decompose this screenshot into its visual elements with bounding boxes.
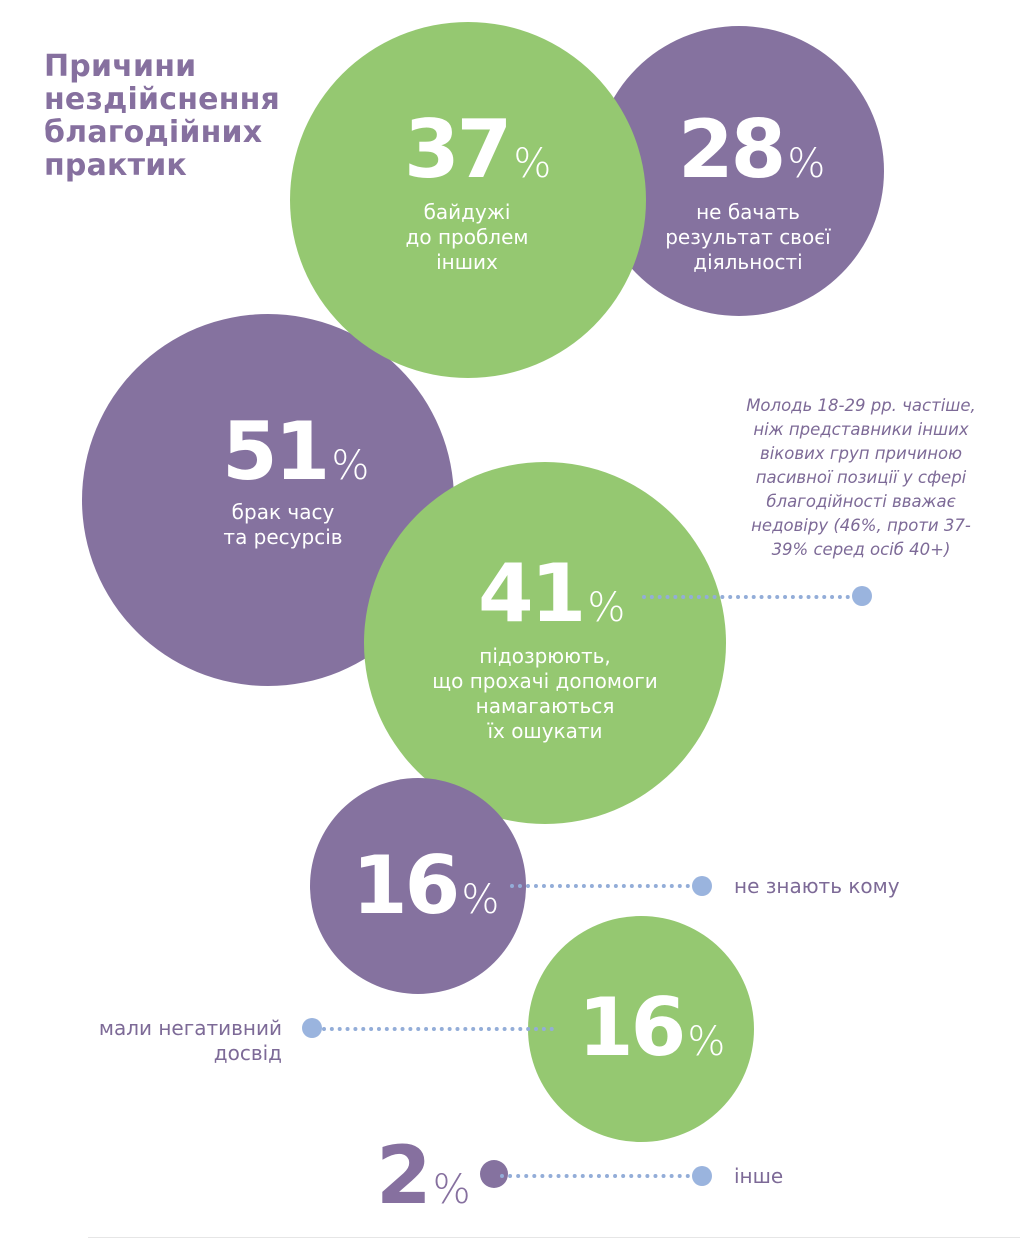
percent-sign: % — [513, 141, 552, 187]
percent-sign: % — [331, 443, 370, 489]
title-line: благодійних — [44, 115, 263, 150]
percent-sign: % — [461, 877, 500, 923]
title-line: практик — [44, 148, 187, 183]
percent-sign: % — [432, 1167, 471, 1213]
value-number: 2 — [376, 1129, 429, 1222]
label-line: досвід — [213, 1041, 282, 1065]
label-line: не бачать — [696, 200, 800, 224]
label-line: що прохачі допомоги — [432, 669, 658, 693]
value-number: 28 — [678, 103, 784, 196]
value-label — [376, 1129, 471, 1222]
value-label — [478, 547, 626, 640]
connector-line — [642, 595, 850, 599]
value-label — [578, 981, 726, 1074]
category-label — [400, 644, 690, 744]
label-line: мали негативний — [98, 1016, 282, 1040]
bottom-rule — [88, 1237, 1020, 1238]
connector-line — [500, 1174, 690, 1178]
label-line: намагаються — [475, 694, 615, 718]
percent-sign: % — [787, 141, 826, 187]
label-line: брак часу — [231, 500, 335, 524]
category-label — [60, 1016, 282, 1066]
category-label — [630, 200, 866, 275]
connector-dot — [692, 876, 712, 896]
bubble-suspect-fraud — [364, 462, 726, 824]
note-line: недовіру (46%, проти 37- — [751, 516, 971, 535]
value-number: 37 — [404, 103, 510, 196]
label-line: діяльності — [693, 250, 803, 274]
value-label — [352, 839, 500, 932]
label-line: результат своєї — [665, 225, 831, 249]
connector-dot — [692, 1166, 712, 1186]
category-label — [352, 200, 582, 275]
category-label — [734, 1164, 783, 1189]
percent-sign: % — [687, 1019, 726, 1065]
note-line: вікових груп причиною — [760, 444, 962, 463]
label-line: підозрюють, — [479, 644, 611, 668]
label-line: до проблем — [405, 225, 529, 249]
percent-sign: % — [587, 585, 626, 631]
label-line: інше — [734, 1164, 784, 1188]
note-line: Молодь 18-29 рр. частіше, — [746, 396, 976, 415]
value-number: 41 — [478, 547, 584, 640]
label-line: інших — [436, 250, 498, 274]
note-line: благодійності вважає — [766, 492, 956, 511]
connector-line — [322, 1027, 554, 1031]
connector-line — [510, 884, 690, 888]
annotation-note — [730, 394, 992, 562]
connector-dot — [852, 586, 872, 606]
title-line: нездійснення — [44, 82, 281, 117]
value-number: 51 — [222, 405, 328, 498]
category-label — [734, 874, 900, 899]
title-line: Причини — [44, 49, 197, 84]
note-line: 39% серед осіб 40+) — [771, 540, 951, 559]
note-line: ніж представники інших — [753, 420, 969, 439]
label-line: та ресурсів — [223, 525, 343, 549]
value-label — [222, 405, 370, 498]
category-label — [168, 500, 398, 550]
value-label — [404, 103, 552, 196]
label-line: байдужі — [423, 200, 511, 224]
value-label — [678, 103, 826, 196]
value-number: 16 — [352, 839, 458, 932]
label-line: їх ошукати — [487, 719, 603, 743]
page-title — [44, 50, 304, 182]
label-line: не знають кому — [734, 874, 900, 898]
note-line: пасивної позиції у сфері — [755, 468, 967, 487]
connector-dot — [302, 1018, 322, 1038]
value-number: 16 — [578, 981, 684, 1074]
